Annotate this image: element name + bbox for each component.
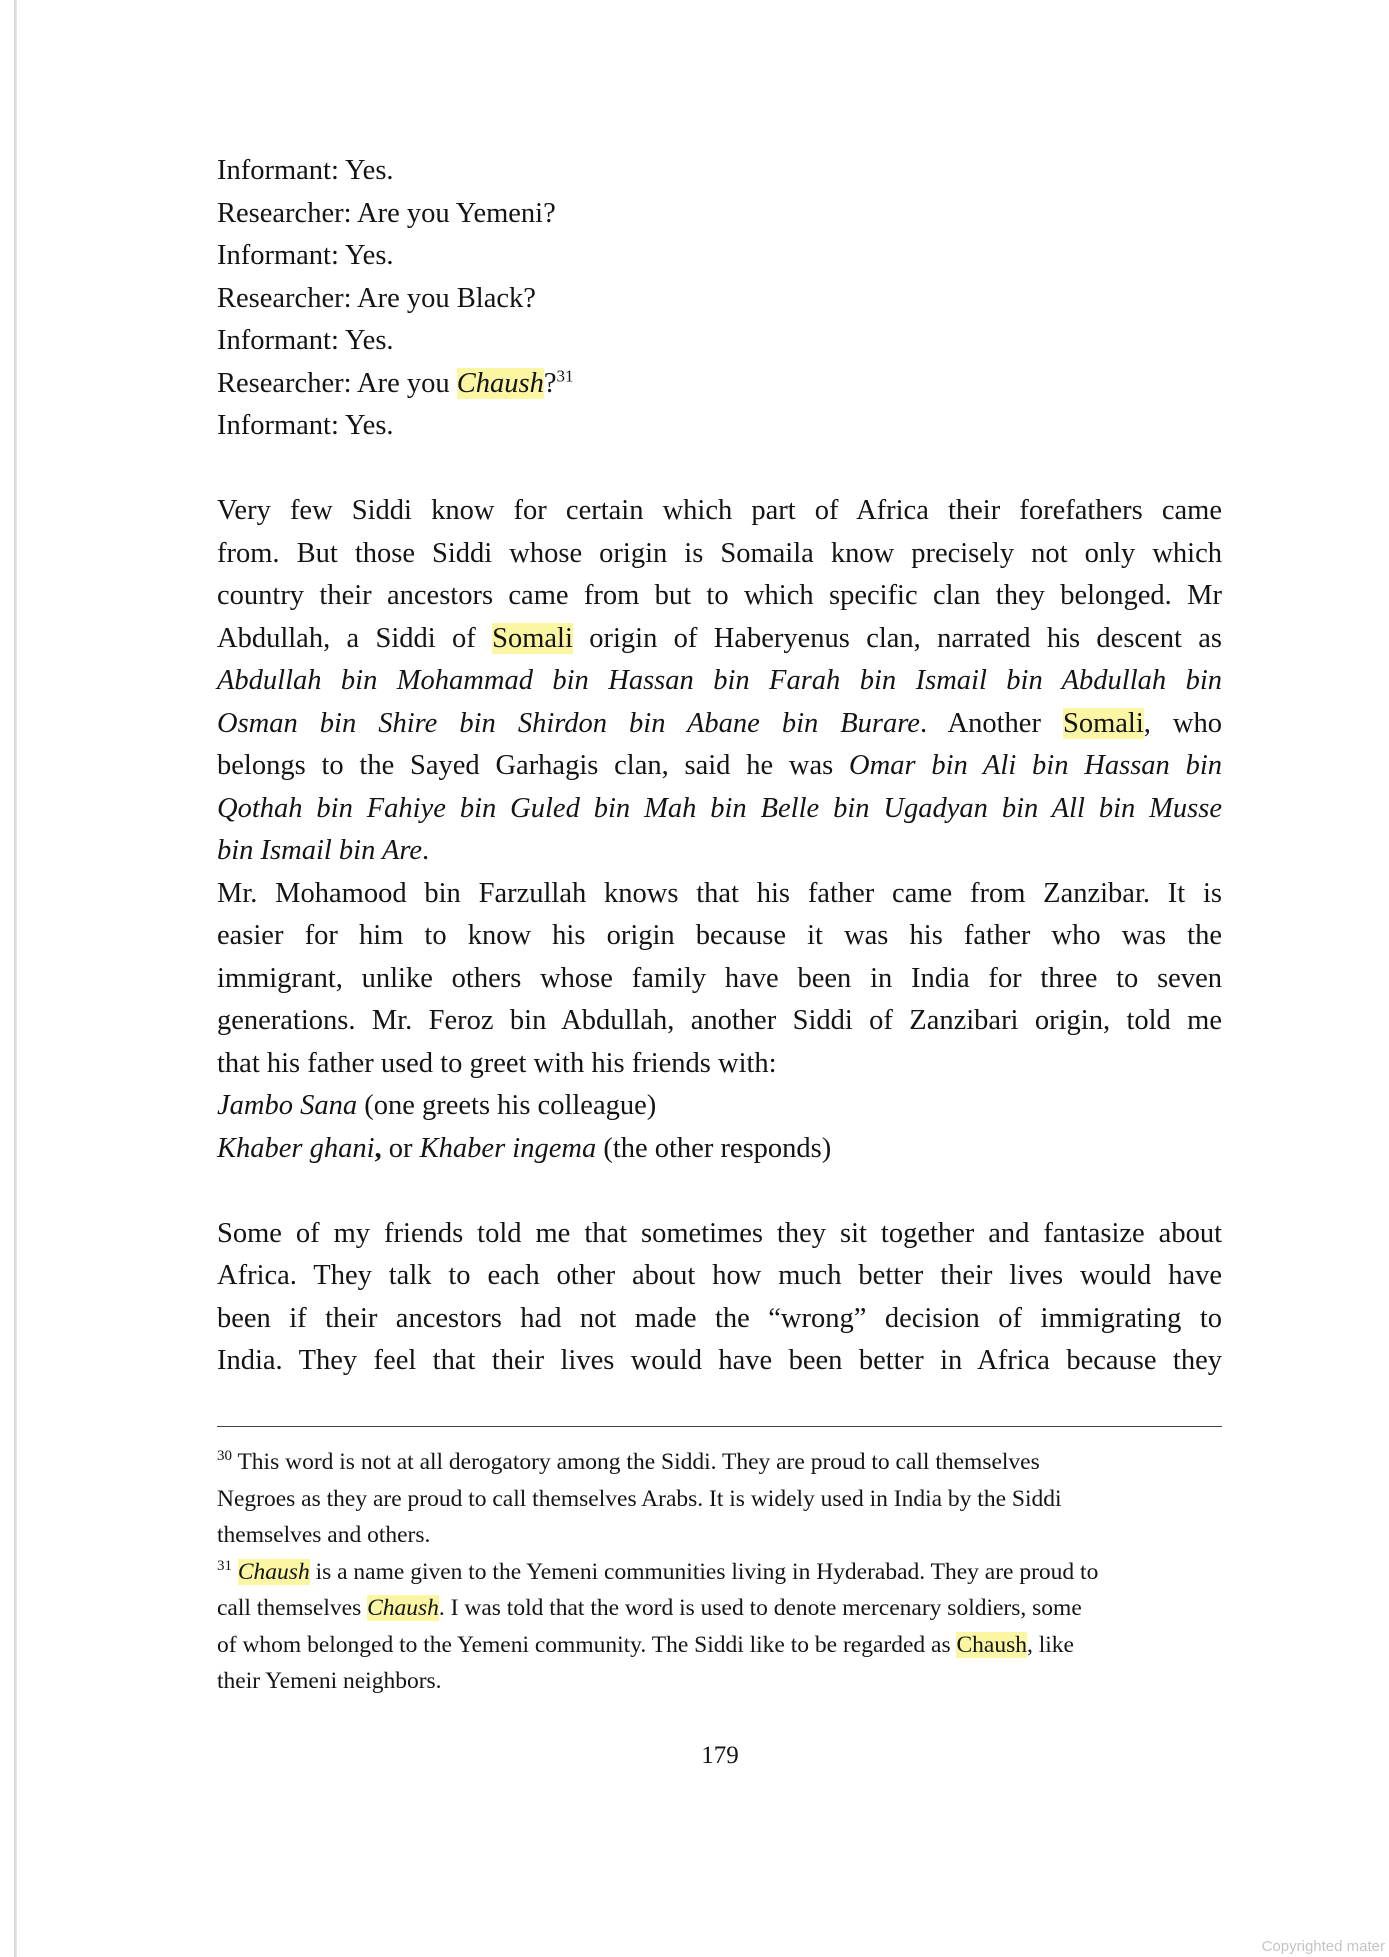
footnotes [217, 1444, 1222, 1700]
greeting-line: Khaber ghani, or Khaber ingema (the other responds) [217, 1132, 832, 1164]
copyright-watermark: Copyrighted mater [1261, 1938, 1385, 1955]
footnote-mark: 31 [217, 1557, 232, 1574]
footnote-line: Negroes as they are proud to call themselves Arabs. It is widely used in India by the Siddi [217, 1485, 1062, 1512]
highlighted-term: Chaush [237, 1558, 310, 1585]
text-line: India. They feel that their lives would have been better in Africa because they [217, 1345, 1222, 1376]
footnote-line: of whom belonged to the Yemeni community. The Siddi like to be regarded as Chaush, like [217, 1631, 1074, 1658]
paragraph-zanzibar [217, 873, 1222, 1171]
text-line: Qothah bin Fahiye bin Guled bin Mah bin Belle bin Ugadyan bin All bin Musse [217, 792, 1222, 824]
text-line: from. But those Siddi whose origin is Somaila know precisely not only which [217, 537, 1222, 569]
highlighted-term: Somali [492, 622, 573, 654]
text-line: that his father used to greet with his friends with: [217, 1047, 777, 1079]
text-line: belongs to the Sayed Garhagis clan, said he was Omar bin Ali bin Hassan bin [217, 750, 1222, 781]
text-line: country their ancestors came from but to which specific clan they belonged. Mr [217, 580, 1222, 611]
highlighted-term: Somali [1062, 707, 1144, 739]
paragraph-origins [217, 490, 1222, 873]
text-line: bin Ismail bin Are. [217, 835, 430, 866]
dialogue-line: Researcher: Are you Black? [217, 282, 536, 314]
footnote-line: $^{30}$ This word is not at all derogatory among the Siddi. They are proud to call themselves [217, 1448, 1040, 1475]
footnote-31 [217, 1554, 1222, 1700]
paragraph-gap [217, 448, 1222, 491]
dialogue-line: Informant: Yes. [217, 325, 394, 356]
page-edge [14, 0, 17, 1957]
main-text [217, 150, 1222, 1383]
text-line: been if their ancestors had not made the “wrong” decision of immigrating to [217, 1302, 1222, 1334]
highlighted-term: Chaush [456, 367, 544, 399]
dialogue-line: Informant: Yes. [217, 240, 394, 271]
dialogue-line: Informant: Yes. [217, 155, 394, 186]
footnote-line: their Yemeni neighbors. [217, 1668, 442, 1694]
footnote-line: call themselves Chaush. I was told that the word is used to denote mercenary soldiers, some [217, 1595, 1082, 1621]
paragraph-gap [217, 1170, 1222, 1213]
footnote-ref: 31 [556, 366, 574, 385]
dialogue-line: Researcher: Are you Chaush?$^{31}$ [217, 366, 574, 399]
text-line: Africa. They talk to each other about how much better their lives would have [217, 1260, 1222, 1291]
footnote-mark: 30 [217, 1448, 232, 1465]
highlighted-term: Chaush [956, 1631, 1027, 1658]
text-line: easier for him to know his origin because it was his father who was the [217, 920, 1222, 951]
text-line: Mr. Mohamood bin Farzullah knows that his father came from Zanzibar. It is [217, 877, 1222, 909]
footnote-30 [217, 1444, 1222, 1554]
highlighted-term: Chaush [367, 1595, 439, 1621]
dialogue-line: Informant: Yes. [217, 410, 394, 441]
dialogue-line: Researcher: Are you Yemeni? [217, 197, 556, 229]
interview-dialogue [217, 150, 1222, 448]
text-line: immigrant, unlike others whose family have been in India for three to seven [217, 962, 1222, 994]
footnote-line: themselves and others. [217, 1522, 431, 1548]
greeting-line: Jambo Sana (one greets his colleague) [217, 1090, 657, 1121]
text-line: Some of my friends told me that sometimes they sit together and fantasize about [217, 1217, 1222, 1249]
paragraph-africa [217, 1213, 1222, 1383]
text-line: Abdullah bin Mohammad bin Hassan bin Farah bin Ismail bin Abdullah bin [217, 665, 1222, 696]
page-number: 179 [701, 1742, 739, 1769]
footnote-line: $^{31}$ Chaush is a name given to the Yemeni communities living in Hyderabad. They are proud to [217, 1557, 1099, 1585]
text-line: Very few Siddi know for certain which part of Africa their forefathers came [217, 495, 1222, 526]
text-line: Abdullah, a Siddi of Somali origin of Haberyenus clan, narrated his descent as [217, 622, 1222, 654]
footnote-divider [217, 1426, 1222, 1427]
text-line: generations. Mr. Feroz bin Abdullah, another Siddi of Zanzibari origin, told me [217, 1005, 1222, 1036]
text-line: Osman bin Shire bin Shirdon bin Abane bin Burare. Another Somali, who [217, 707, 1222, 739]
